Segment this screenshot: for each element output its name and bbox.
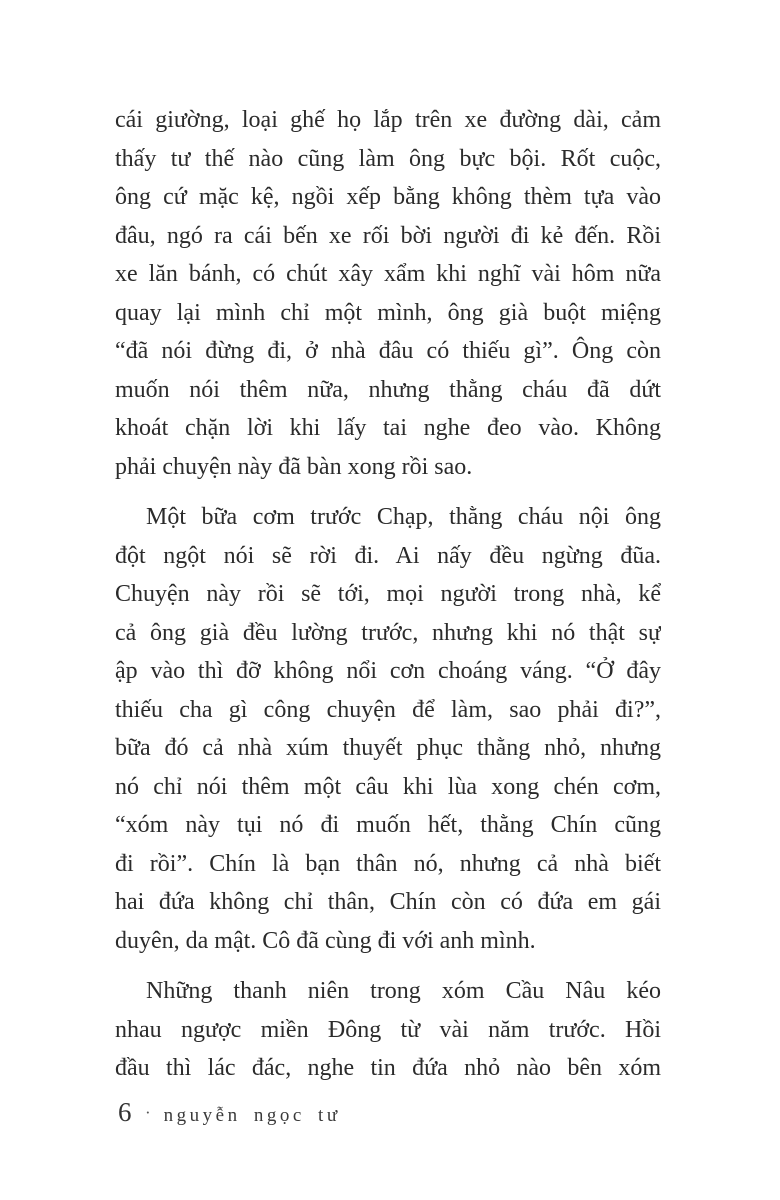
text-line: nó chỉ nói thêm một câu khi lùa xong chén cơm, bbox=[115, 773, 661, 800]
paragraph bbox=[115, 498, 661, 960]
text-line: ông cứ mặc kệ, ngồi xếp bằng không thèm tựa vào bbox=[115, 184, 661, 210]
text-line: thiếu cha gì công chuyện để làm, sao phải đi?”, bbox=[115, 696, 661, 723]
text-line: nhau ngược miền Đông từ vài năm trước. Hồi bbox=[115, 1016, 661, 1043]
text-line: muốn nói thêm nữa, nhưng thằng cháu đã dứt bbox=[115, 376, 661, 403]
text-line: quay lại mình chỉ một mình, ông già buột miệng bbox=[115, 299, 661, 326]
text-line: đi rồi”. Chín là bạn thân nó, nhưng cả nhà biết bbox=[115, 850, 661, 877]
page-footer bbox=[118, 1097, 341, 1128]
footer-author-name: nguyễn ngọc tư bbox=[163, 1105, 341, 1126]
page-number: 6 bbox=[118, 1097, 132, 1127]
text-line: bữa đó cả nhà xúm thuyết phục thằng nhỏ, nhưng bbox=[115, 735, 661, 761]
text-line: Những thanh niên trong xóm Cầu Nâu kéo bbox=[146, 978, 661, 1004]
footer-dot-separator: · bbox=[145, 1103, 151, 1122]
paragraph bbox=[115, 972, 661, 1088]
text-line: cái giường, loại ghế họ lắp trên xe đường dài, cảm bbox=[115, 107, 661, 133]
text-line: duyên, da mật. Cô đã cùng đi với anh mình. bbox=[115, 927, 536, 954]
text-line: đâu, ngó ra cái bến xe rối bời người đi kẻ đến. Rồi bbox=[115, 222, 661, 249]
body-text bbox=[115, 101, 661, 1088]
text-line: thấy tư thế nào cũng làm ông bực bội. Rốt cuộc, bbox=[115, 145, 661, 172]
text-line: “xóm này tụi nó đi muốn hết, thằng Chín cũng bbox=[115, 812, 661, 838]
text-line: hai đứa không chỉ thân, Chín còn có đứa em gái bbox=[115, 889, 661, 915]
text-line: “đã nói đừng đi, ở nhà đâu có thiếu gì”. Ông còn bbox=[115, 338, 661, 364]
paragraph bbox=[115, 101, 661, 486]
text-line: xe lăn bánh, có chút xây xẩm khi nghĩ vài hôm nữa bbox=[115, 261, 661, 287]
text-line: đầu thì lác đác, nghe tin đứa nhỏ nào bên xóm bbox=[115, 1055, 661, 1081]
text-line: cả ông già đều lường trước, nhưng khi nó thật sự bbox=[115, 619, 661, 646]
text-line: ập vào thì đỡ không nổi cơn choáng váng. “Ở đây bbox=[115, 658, 661, 684]
text-line: phải chuyện này đã bàn xong rồi sao. bbox=[115, 453, 473, 480]
text-line: đột ngột nói sẽ rời đi. Ai nấy đều ngừng đũa. bbox=[115, 542, 661, 569]
text-line: Một bữa cơm trước Chạp, thằng cháu nội ông bbox=[146, 504, 661, 530]
text-line: Chuyện này rồi sẽ tới, mọi người trong nhà, kể bbox=[115, 581, 661, 607]
text-line: khoát chặn lời khi lấy tai nghe đeo vào. Không bbox=[115, 415, 661, 441]
